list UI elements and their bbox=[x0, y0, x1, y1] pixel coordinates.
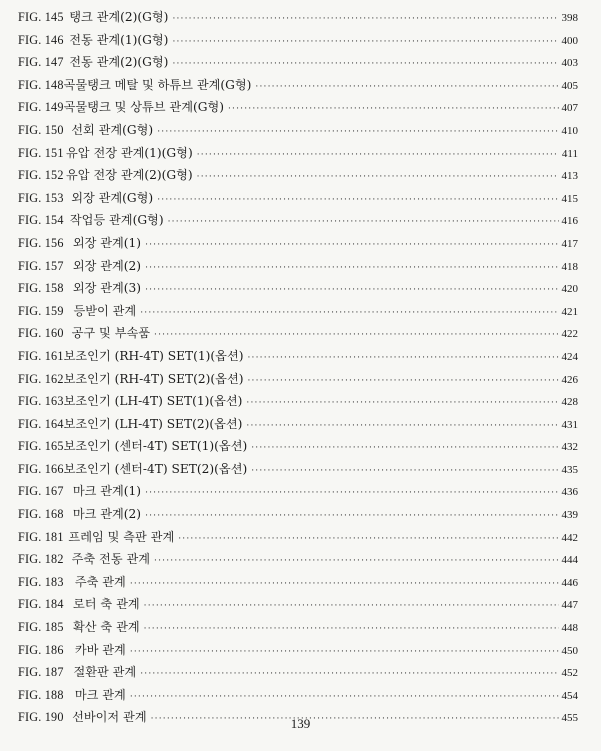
figure-number: FIG. 159 bbox=[18, 303, 64, 318]
figure-number: FIG. 154 bbox=[18, 213, 64, 228]
entry-title: 탱크 관계(2)(G형) bbox=[69, 10, 169, 24]
toc-entry bbox=[18, 96, 578, 119]
entry-title: 외장 관계(2) bbox=[72, 258, 142, 273]
figure-number: FIG. 151 bbox=[18, 145, 64, 160]
dot-leader bbox=[172, 8, 558, 31]
figure-number: FIG. 156 bbox=[18, 235, 64, 250]
entry-page: 417 bbox=[561, 237, 578, 250]
dot-leader bbox=[255, 76, 558, 99]
entry-page: 415 bbox=[561, 192, 578, 205]
toc-entry bbox=[18, 322, 578, 345]
dot-leader bbox=[145, 505, 558, 528]
toc-entry bbox=[18, 480, 578, 503]
dot-leader bbox=[251, 460, 558, 483]
entry-page: 420 bbox=[561, 283, 578, 296]
figure-number: FIG. 190 bbox=[18, 710, 64, 725]
toc-entry bbox=[18, 571, 578, 594]
entry-title: 유압 전장 관계(1)(G형) bbox=[66, 145, 193, 160]
figure-number: FIG. 188 bbox=[18, 687, 64, 702]
entry-page: 424 bbox=[561, 350, 578, 363]
entry-title: 보조인기 (RH-4T) SET(2)(옵션) bbox=[63, 371, 244, 386]
entry-title: 주축 전동 관계 bbox=[71, 552, 151, 567]
dot-leader bbox=[144, 595, 559, 618]
figure-number: FIG. 162 bbox=[18, 371, 64, 386]
figure-number: FIG. 153 bbox=[18, 190, 64, 205]
entry-title: 유압 전장 관계(2)(G형) bbox=[65, 168, 193, 183]
entry-title: 마크 관계(1) bbox=[72, 484, 142, 499]
dot-leader bbox=[172, 53, 558, 76]
entry-page: 422 bbox=[561, 328, 578, 341]
entry-page: 405 bbox=[561, 79, 578, 92]
entry-page: 436 bbox=[561, 486, 578, 499]
toc-entry bbox=[18, 458, 578, 481]
toc-entry bbox=[18, 51, 578, 74]
dot-leader bbox=[154, 550, 558, 573]
dot-leader bbox=[145, 482, 558, 505]
toc-entry bbox=[18, 435, 578, 458]
dot-leader bbox=[246, 392, 558, 415]
toc-entry bbox=[18, 661, 578, 684]
entry-page: 452 bbox=[561, 667, 578, 680]
figure-number: FIG. 166 bbox=[18, 461, 64, 476]
dot-leader bbox=[172, 31, 558, 54]
entry-title: 작업등 관계(G형) bbox=[69, 213, 164, 228]
dot-leader bbox=[140, 663, 558, 686]
toc-entry bbox=[18, 232, 578, 255]
entry-page: 448 bbox=[561, 622, 578, 635]
entry-title: 주축 관계 bbox=[74, 574, 126, 589]
entry-page: 454 bbox=[561, 689, 578, 702]
dot-leader bbox=[157, 121, 558, 144]
entry-page: 398 bbox=[561, 12, 578, 24]
figure-number: FIG. 168 bbox=[18, 507, 64, 522]
figure-number: FIG. 152 bbox=[18, 168, 64, 183]
toc-entry bbox=[18, 684, 578, 707]
toc-entry bbox=[18, 142, 578, 165]
figure-number: FIG. 167 bbox=[18, 484, 64, 499]
entry-page: 442 bbox=[561, 531, 578, 544]
entry-title: 등받이 관계 bbox=[73, 303, 137, 318]
figure-number: FIG. 157 bbox=[18, 258, 64, 273]
entry-title: 전동 관계(2)(G형) bbox=[69, 55, 169, 70]
toc-entry bbox=[18, 74, 578, 97]
entry-page: 400 bbox=[561, 34, 578, 47]
page-number: 139 bbox=[290, 716, 311, 731]
figure-number: FIG. 158 bbox=[18, 281, 64, 296]
figure-number: FIG. 181 bbox=[18, 529, 64, 544]
toc-entry bbox=[18, 29, 578, 52]
toc-entry bbox=[18, 616, 578, 639]
toc-entry bbox=[18, 368, 578, 391]
figure-number: FIG. 145 bbox=[18, 10, 64, 24]
dot-leader bbox=[168, 211, 559, 234]
entry-page: 407 bbox=[561, 102, 578, 115]
dot-leader bbox=[144, 618, 559, 641]
figure-number: FIG. 149 bbox=[18, 100, 64, 115]
dot-leader bbox=[157, 189, 558, 212]
figure-number: FIG. 161 bbox=[18, 348, 64, 363]
figure-number: FIG. 184 bbox=[18, 597, 64, 612]
dot-leader bbox=[228, 98, 559, 121]
toc-entry bbox=[18, 6, 578, 29]
entry-title: 보조인기 (LH-4T) SET(2)(옵션) bbox=[63, 416, 243, 431]
entry-page: 446 bbox=[561, 576, 578, 589]
entry-title: 보조인기 (센터-4T) SET(1)(옵션) bbox=[63, 439, 248, 454]
entry-title: 선바이저 관계 bbox=[72, 710, 147, 725]
dot-leader bbox=[145, 234, 558, 257]
figure-number: FIG. 164 bbox=[18, 416, 64, 431]
toc-entry bbox=[18, 209, 578, 232]
entry-title: 외장 관계(1) bbox=[72, 235, 142, 250]
figure-number: FIG. 148 bbox=[18, 77, 64, 92]
dot-leader bbox=[140, 302, 558, 325]
dot-leader bbox=[246, 415, 558, 438]
figure-number: FIG. 146 bbox=[18, 32, 64, 47]
figure-number: FIG. 187 bbox=[18, 665, 64, 680]
entry-title: 곡물탱크 및 상튜브 관계(G형) bbox=[63, 100, 224, 115]
entry-page: 421 bbox=[561, 305, 578, 318]
entry-page: 439 bbox=[561, 509, 578, 522]
figure-number: FIG. 182 bbox=[18, 552, 64, 567]
figure-number: FIG. 186 bbox=[18, 642, 64, 657]
entry-title: 절환판 관계 bbox=[73, 665, 137, 680]
entry-title: 공구 및 부속품 bbox=[71, 326, 151, 341]
entry-title: 외장 관계(G형) bbox=[71, 190, 154, 205]
entry-page: 431 bbox=[561, 418, 578, 431]
toc-entry bbox=[18, 300, 578, 323]
dot-leader bbox=[130, 573, 559, 596]
toc-entry bbox=[18, 277, 578, 300]
dot-leader bbox=[197, 144, 559, 167]
toc-entry bbox=[18, 526, 578, 549]
entry-page: 444 bbox=[561, 554, 578, 567]
entry-page: 435 bbox=[561, 463, 578, 476]
entry-title: 확산 축 관계 bbox=[73, 620, 140, 635]
entry-page: 428 bbox=[561, 396, 578, 409]
figure-number: FIG. 165 bbox=[18, 439, 64, 454]
dot-leader bbox=[178, 528, 558, 551]
toc-entry bbox=[18, 639, 578, 662]
entry-page: 455 bbox=[561, 712, 578, 725]
toc-entry bbox=[18, 413, 578, 436]
dot-leader bbox=[145, 279, 558, 302]
toc-entry bbox=[18, 119, 578, 142]
toc-entry bbox=[18, 187, 578, 210]
toc-entry bbox=[18, 164, 578, 187]
toc-entry bbox=[18, 548, 578, 571]
toc-entry bbox=[18, 503, 578, 526]
toc-entry bbox=[18, 390, 578, 413]
entry-title: 전동 관계(1)(G형) bbox=[69, 32, 169, 47]
table-of-contents bbox=[18, 6, 578, 729]
figure-number: FIG. 150 bbox=[18, 122, 64, 137]
entry-title: 보조인기 (센터-4T) SET(2)(옵션) bbox=[63, 461, 248, 476]
entry-title: 마크 관계(2) bbox=[72, 507, 142, 522]
entry-page: 426 bbox=[561, 373, 578, 386]
entry-page: 411 bbox=[561, 147, 578, 160]
entry-title: 카바 관계 bbox=[74, 642, 126, 657]
entry-title: 보조인기 (LH-4T) SET(1)(옵션) bbox=[63, 394, 243, 409]
dot-leader bbox=[154, 324, 558, 347]
toc-entry bbox=[18, 345, 578, 368]
entry-title: 외장 관계(3) bbox=[72, 281, 142, 296]
figure-number: FIG. 183 bbox=[18, 574, 64, 589]
entry-title: 곡물탱크 메탈 및 하튜브 관계(G형) bbox=[63, 77, 252, 92]
entry-title: 보조인기 (RH-4T) SET(1)(옵션) bbox=[63, 348, 244, 363]
figure-number: FIG. 147 bbox=[18, 55, 64, 70]
dot-leader bbox=[130, 641, 559, 664]
dot-leader bbox=[247, 370, 558, 393]
figure-number: FIG. 185 bbox=[18, 620, 64, 635]
entry-page: 450 bbox=[561, 644, 578, 657]
entry-title: 선회 관계(G형) bbox=[71, 122, 154, 137]
dot-leader bbox=[145, 257, 558, 280]
entry-title: 마크 관계 bbox=[74, 687, 126, 702]
entry-page: 432 bbox=[561, 441, 578, 454]
entry-page: 410 bbox=[561, 124, 578, 137]
dot-leader bbox=[197, 166, 559, 189]
entry-page: 418 bbox=[561, 260, 578, 273]
entry-page: 447 bbox=[561, 599, 578, 612]
dot-leader bbox=[251, 437, 558, 460]
entry-page: 416 bbox=[561, 215, 578, 228]
entry-title: 프레임 및 측판 관계 bbox=[68, 529, 175, 544]
figure-number: FIG. 163 bbox=[18, 394, 64, 409]
entry-page: 403 bbox=[561, 57, 578, 70]
dot-leader bbox=[130, 686, 559, 709]
toc-entry bbox=[18, 593, 578, 616]
toc-entry bbox=[18, 255, 578, 278]
figure-number: FIG. 160 bbox=[18, 326, 64, 341]
entry-title: 로터 축 관계 bbox=[73, 597, 140, 612]
dot-leader bbox=[247, 347, 558, 370]
entry-page: 413 bbox=[561, 170, 578, 183]
